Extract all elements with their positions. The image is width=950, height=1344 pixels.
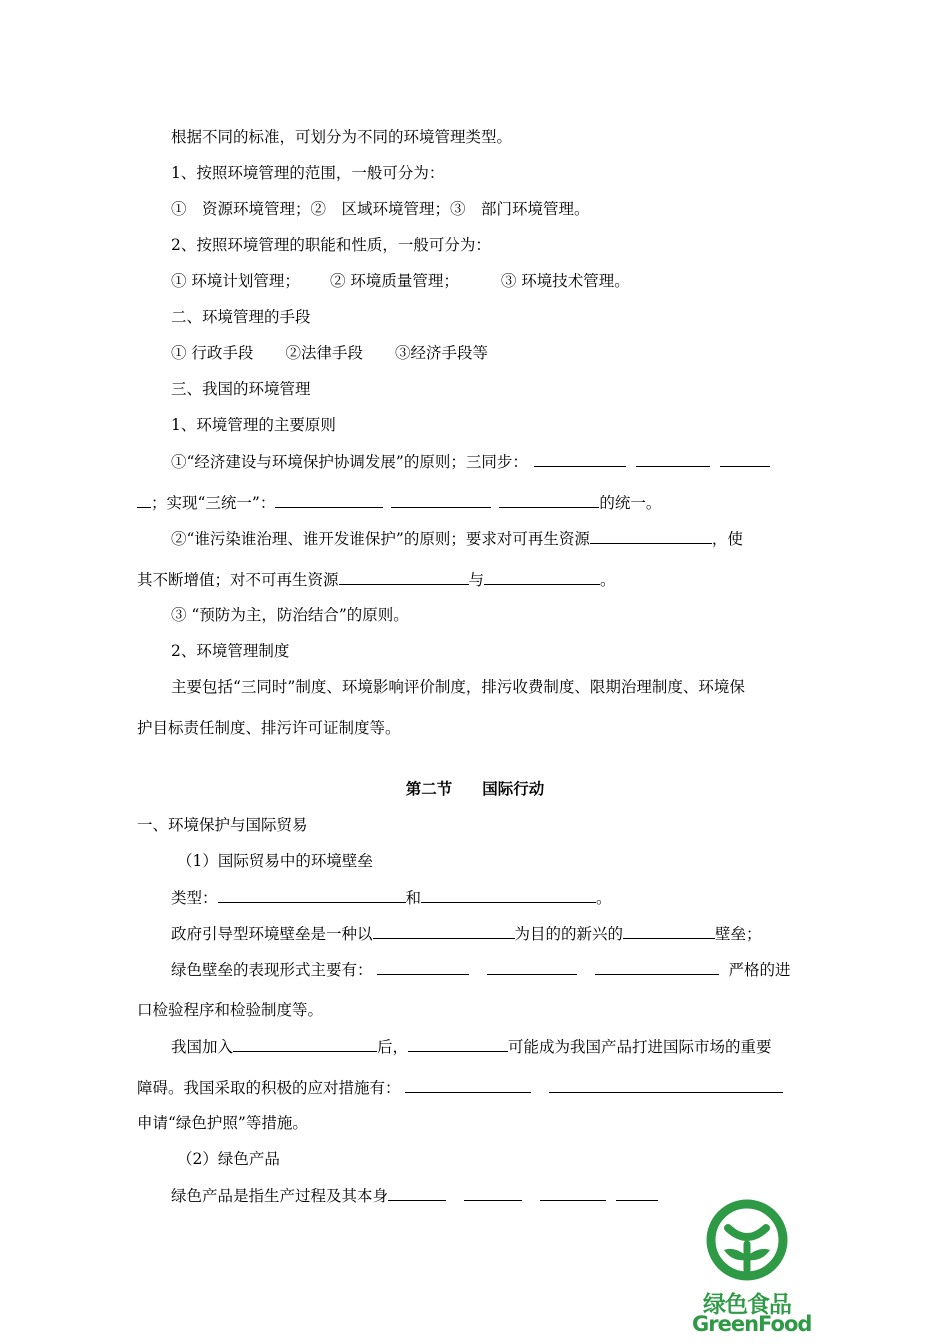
fill-blank: [636, 451, 710, 467]
management-type-1: ① 环境计划管理；: [171, 272, 300, 290]
principle-2: ②“谁污染谁治理、谁开发谁保护”的原则；要求对可再生资源: [171, 530, 590, 548]
section-number: 第二节: [405, 780, 453, 798]
fill-blank: [499, 492, 599, 508]
fill-blank: [487, 959, 577, 975]
fill-blank: [616, 1185, 658, 1201]
fill-blank: [391, 492, 491, 508]
text-segment: 为目的的新兴的: [514, 925, 624, 943]
fill-blank: [421, 887, 596, 903]
fill-blank: [408, 1036, 508, 1052]
fill-blank: [339, 569, 469, 585]
text-segment: 严格的进: [728, 961, 791, 979]
text-segment: 其不断增值；对不可再生资源: [137, 571, 339, 589]
fill-blank: [549, 1077, 783, 1093]
text-segment: 类型：: [171, 889, 218, 907]
heading-china-management: 三、我国的环境管理: [171, 380, 311, 398]
fill-blank: [405, 1077, 531, 1093]
text-line: [137, 492, 817, 513]
text-line: 主要包括“三同时”制度、环境影响评价制度，排污收费制度、限期治理制度、环境保: [171, 678, 745, 696]
fill-blank: [534, 451, 626, 467]
text-line: 1、按照环境管理的范围，一般可分为：: [171, 164, 445, 182]
text-segment: ，使: [711, 530, 743, 548]
fill-blank: [720, 451, 770, 467]
text-segment: 壁垒；: [715, 925, 762, 943]
subheading-barrier: （1）国际贸易中的环境壁垒: [177, 852, 373, 870]
text-line: 护目标责任制度、排污许可证制度等。: [137, 719, 401, 737]
logo-text-en: GreenFood: [692, 1312, 812, 1336]
fill-blank: [595, 959, 719, 975]
text-segment: 绿色壁垒的表现形式主要有：: [171, 961, 373, 979]
fill-blank: [540, 1185, 606, 1201]
text-line: [137, 569, 817, 590]
principle-1: ①“经济建设与环境保护协调发展”的原则；三同步：: [171, 453, 528, 471]
text-line: ① 资源环境管理；② 区域环境管理；③ 部门环境管理。: [171, 200, 590, 218]
text-segment: 可能成为我国产品打进国际市场的重要: [508, 1038, 772, 1056]
text-segment: 绿色产品是指生产过程及其本身: [171, 1187, 389, 1205]
text-segment: 后，: [377, 1038, 409, 1056]
principle-3: ③ “预防为主，防治结合”的原则。: [171, 606, 409, 624]
means-1: ① 行政手段: [171, 344, 254, 362]
text-segment: 的统一。: [599, 494, 662, 512]
management-type-2: ② 环境质量管理；: [329, 272, 459, 290]
text-line: [171, 528, 851, 549]
heading-management-means: 二、环境管理的手段: [171, 308, 311, 326]
heading-trade: 一、环境保护与国际贸易: [137, 816, 308, 834]
text-segment: 我国加入: [171, 1038, 234, 1056]
text-segment: 和: [405, 889, 422, 907]
means-2: ②法律手段: [285, 344, 363, 362]
section-title: [0, 779, 950, 799]
text-line: [171, 451, 851, 472]
fill-blank: [388, 1185, 446, 1201]
fill-blank: [275, 492, 383, 508]
text-line: [171, 343, 851, 363]
subheading-green-products: （2）绿色产品: [177, 1150, 280, 1168]
fill-blank: [373, 923, 515, 939]
logo-text-cn: 绿色食品: [703, 1292, 791, 1318]
means-3: ③经济手段等: [394, 344, 488, 362]
section-name: 国际行动: [482, 780, 545, 798]
fill-blank: [464, 1185, 522, 1201]
fill-blank: [623, 923, 715, 939]
text-line: [171, 271, 851, 291]
green-food-logo: [692, 1198, 812, 1338]
fill-blank: [484, 569, 600, 585]
text-line: [171, 923, 851, 944]
green-food-emblem-icon: [692, 1198, 802, 1288]
fill-blank: [137, 492, 151, 508]
text-line: 申请“绿色护照”等措施。: [137, 1114, 308, 1132]
fill-blank: [233, 1036, 377, 1052]
text-segment: 障碍。我国采取的积极的应对措施有：: [137, 1079, 401, 1097]
text-segment: 。: [596, 889, 612, 907]
text-line: 根据不同的标准，可划分为不同的环境管理类型。: [171, 128, 513, 146]
text-segment: ；实现“三统一”：: [151, 494, 276, 512]
text-line: 1、环境管理的主要原则: [171, 416, 336, 434]
text-line: [171, 1036, 851, 1057]
fill-blank: [377, 959, 469, 975]
text-segment: 与: [468, 571, 485, 589]
text-line: [171, 887, 851, 908]
management-type-3: ③ 环境技术管理。: [500, 272, 630, 290]
fill-blank: [590, 528, 712, 544]
text-line: [137, 1077, 817, 1098]
fill-blank: [218, 887, 406, 903]
text-line: 2、按照环境管理的职能和性质，一般可分为：: [171, 236, 491, 254]
text-segment: 。: [600, 571, 616, 589]
text-line: 2、环境管理制度: [171, 642, 290, 660]
text-line: 口检验程序和检验制度等。: [137, 1001, 324, 1019]
text-segment: 政府引导型环境壁垒是一种以: [171, 925, 373, 943]
text-line: [171, 959, 851, 980]
